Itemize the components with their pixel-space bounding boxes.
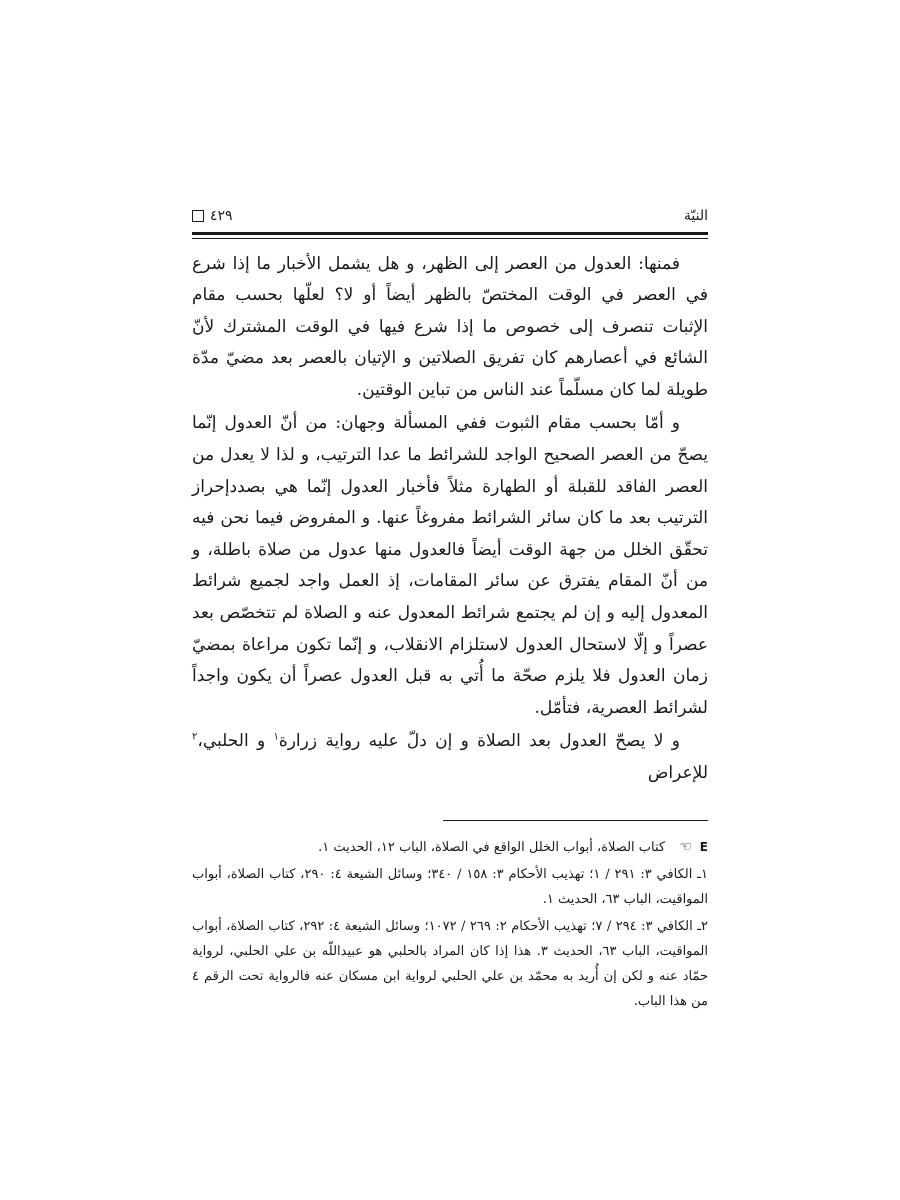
footnote-header bbox=[192, 835, 708, 860]
chapter-title: النيّة bbox=[683, 208, 708, 224]
footnote-text: كتاب الصلاة، أبواب الخلل الواقع في الصلاة، الباب ١٢، الحديث ١. bbox=[318, 839, 666, 855]
footnote-marker bbox=[679, 835, 708, 860]
square-ornament-icon bbox=[192, 210, 204, 222]
paragraph: فمنها: العدول من العصر إلى الظهر، و هل يشمل الأخبار ما إذا شرع في العصر في الوقت المختصّ بالظهر أيضاً أو لا؟ لعلّها بحسب مقام الإثبات تنصرف إلى خصوص ما إذا شرع فيها في الوقت المشترك لأنّ الشائع في أعصارهم كان تفريق الصلاتين و الإتيان بالعصر بعد مضيّ مدّة طويلة لما كان مسلّماً عند الناس من تباين الوقتين. bbox=[192, 253, 708, 400]
paragraph: و أمّا بحسب مقام الثبوت ففي المسألة وجهان: من أنّ العدول إنّما يصحّ من العصر الصحيح الواجد للشرائط ما عدا الترتيب، و لذا لا يعدل من العصر الفاقد للقبلة أو الطهارة مثلاً فأخبار العدول إنّما هي بصددإحراز الترتيب بعد ما كان سائر الشرائط مفروغاً عنها. و المفروض فيما نحن فيه تحقّق الخلل من جهة الوقت أيضاً فالعدول منها عدول من صلاة باطلة، و من أنّ المقام يفترق عن سائر المقامات، إذ العمل واجد لجميع شرائط المعدول إليه و إن لم يجتمع شرائط المعدول عنه و الصلاة لم تتخصّص بعد عصراً و إلّا لاستحال العدول لاستلزام الانقلاب، و إنّما تكون مراعاة بمضيّ زمان العدول فلا يلزم صحّة ما أُتي به قبل العدول عصراً أن يكون واجداً لشرائط العصرية، فتأمّل. bbox=[192, 413, 708, 718]
footnote-ref-1: ١ bbox=[273, 731, 279, 743]
footnote-1: ١ـ الكافي ٣: ٢٩١ / ١؛ تهذيب الأحكام ٣: ١٥٨ / ٣٤٠؛ وسائل الشيعة ٤: ٢٩٠، كتاب الصلاة، أبواب المواقيت، الباب ٦٣، الحديث ١. bbox=[192, 866, 708, 907]
paragraph-text: و لا يصحّ العدول بعد الصلاة و إن دلّ عليه رواية زرارة bbox=[278, 731, 680, 752]
running-header bbox=[192, 196, 708, 226]
footnote-2: ٢ـ الكافي ٣: ٢٩٤ / ٧؛ تهذيب الأحكام ٢: ٢٦٩ / ١٠٧٢؛ وسائل الشيعة ٤: ٢٩٢، كتاب الصلاة، أبواب المواقيت، الباب ٦٣، الحديث ٣. هذا إذا كان المراد بالحلبي هو عبيداللّه بن علي الحلبي، لرواية حمّاد عنه و لكن إن أُريد به محمّد بن علي الحلبي لرواية ابن مسكان عنه فالرواية تحت الرقم ٤ من هذا الباب. bbox=[192, 918, 708, 1009]
paragraph-text: و الحلبي، bbox=[197, 731, 274, 752]
book-page bbox=[192, 196, 708, 1014]
header-rule-thin bbox=[192, 238, 708, 239]
marker-letter: E bbox=[699, 839, 708, 854]
page-number-block bbox=[192, 206, 233, 226]
footnote-separator bbox=[443, 820, 708, 821]
main-text bbox=[192, 249, 708, 790]
footnote-ref-2: ٢ bbox=[192, 731, 198, 743]
paragraph-last bbox=[192, 726, 708, 789]
header-rule-thick bbox=[192, 232, 708, 235]
page-number: ٤٢٩ bbox=[210, 208, 233, 224]
paragraph-text: للإعراض bbox=[647, 763, 708, 783]
footnotes bbox=[192, 835, 708, 1014]
pointing-hand-icon: ☜ bbox=[679, 838, 692, 855]
